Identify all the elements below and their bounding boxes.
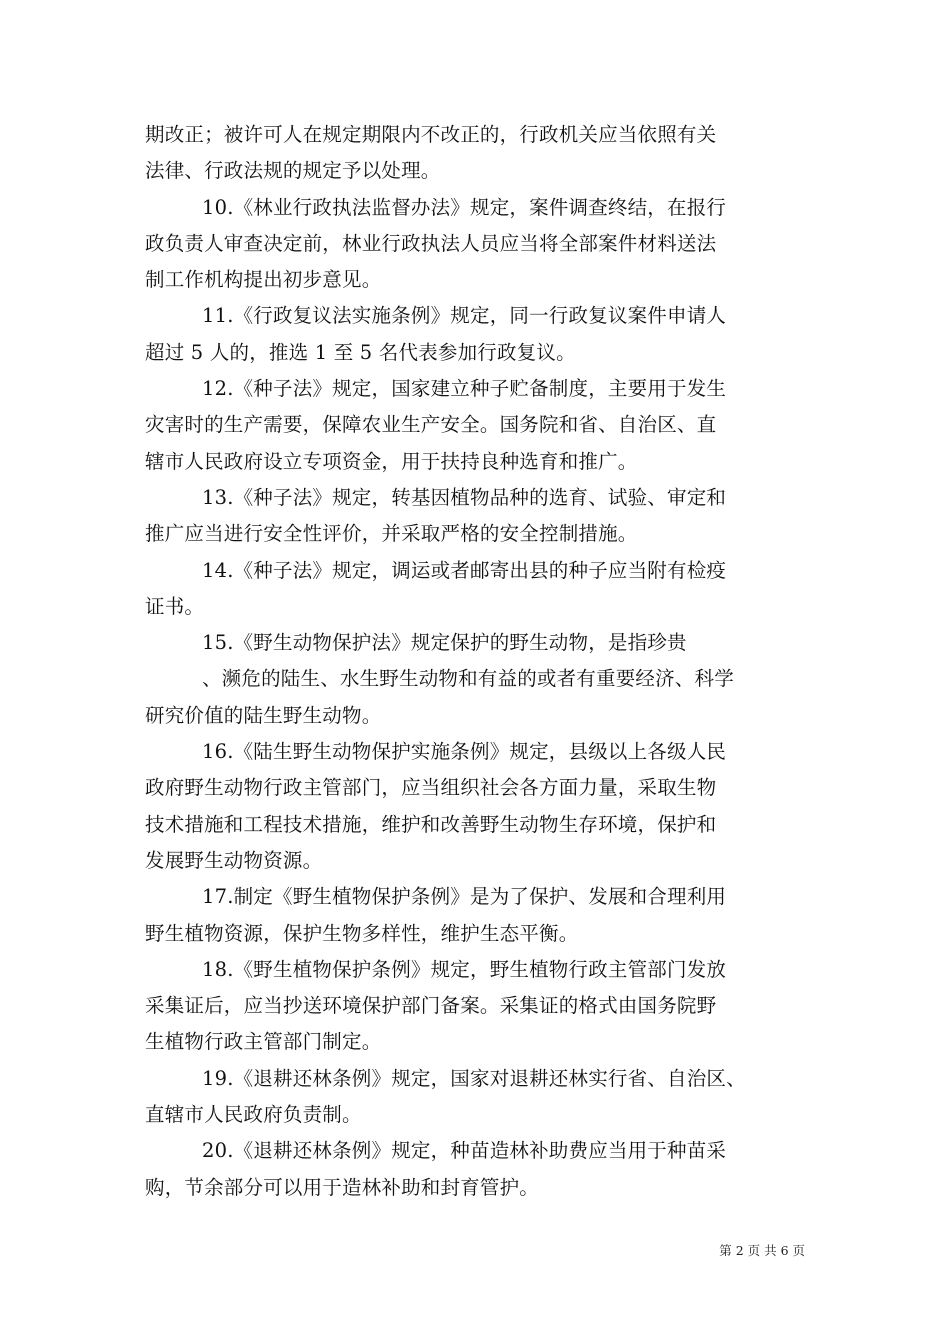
text-line: 、濒危的陆生、水生野生动物和有益的或者有重要经济、科学 bbox=[202, 667, 734, 691]
text-line: 16.《陆生野生动物保护实施条例》规定，县级以上各级人民 bbox=[202, 740, 727, 764]
text-line: 19.《退耕还林条例》规定，国家对退耕还林实行省、自治区、 bbox=[202, 1066, 746, 1090]
text-line: 辖市人民政府设立专项资金，用于扶持良种选育和推广。 bbox=[145, 449, 638, 473]
text-line: 15.《野生动物保护法》规定保护的野生动物，是指珍贵 bbox=[202, 631, 687, 655]
text-line: 灾害时的生产需要，保障农业生产安全。国务院和省、自治区、直 bbox=[145, 413, 717, 437]
text-line: 超过 5 人的，推选 1 至 5 名代表参加行政复议。 bbox=[145, 340, 576, 364]
text-line: 法律、行政法规的规定予以处理。 bbox=[145, 159, 441, 183]
text-line: 推广应当进行安全性评价，并采取严格的安全控制措施。 bbox=[145, 522, 638, 546]
text-line: 技术措施和工程技术措施，维护和改善野生动物生存环境，保护和 bbox=[145, 812, 717, 836]
text-line: 10.《林业行政执法监督办法》规定，案件调查终结，在报行 bbox=[202, 195, 727, 219]
document-body bbox=[145, 117, 810, 1206]
text-line: 直辖市人民政府负责制。 bbox=[145, 1103, 362, 1127]
text-line: 政负责人审查决定前，林业行政执法人员应当将全部案件材料送法 bbox=[145, 231, 717, 255]
page-number: 第 2 页 共 6 页 bbox=[719, 1243, 805, 1258]
text-line: 政府野生动物行政主管部门，应当组织社会各方面力量，采取生物 bbox=[145, 776, 717, 800]
text-line: 13.《种子法》规定，转基因植物品种的选育、试验、审定和 bbox=[202, 485, 727, 509]
text-line: 证书。 bbox=[145, 594, 205, 618]
text-line: 18.《野生植物保护条例》规定，野生植物行政主管部门发放 bbox=[202, 957, 727, 981]
text-line: 期改正；被许可人在规定期限内不改正的，行政机关应当依照有关 bbox=[145, 123, 717, 146]
text-line: 12.《种子法》规定，国家建立种子贮备制度，主要用于发生 bbox=[202, 377, 727, 401]
text-line: 11.《行政复议法实施条例》规定，同一行政复议案件申请人 bbox=[202, 304, 727, 328]
text-line: 采集证后，应当抄送环境保护部门备案。采集证的格式由国务院野 bbox=[145, 994, 717, 1018]
text-line: 14.《种子法》规定，调运或者邮寄出县的种子应当附有检疫 bbox=[202, 558, 727, 582]
text-line: 20.《退耕还林条例》规定，种苗造林补助费应当用于种苗采 bbox=[202, 1139, 727, 1163]
text-line: 购，节余部分可以用于造林补助和封育管护。 bbox=[145, 1175, 540, 1199]
text-line: 研究价值的陆生野生动物。 bbox=[145, 703, 382, 727]
text-line: 野生植物资源，保护生物多样性，维护生态平衡。 bbox=[145, 921, 579, 945]
text-line: 生植物行政主管部门制定。 bbox=[145, 1030, 382, 1054]
text-line: 17.制定《野生植物保护条例》是为了保护、发展和合理利用 bbox=[202, 885, 727, 909]
text-line: 制工作机构提出初步意见。 bbox=[145, 268, 382, 292]
text-line: 发展野生动物资源。 bbox=[145, 848, 323, 872]
